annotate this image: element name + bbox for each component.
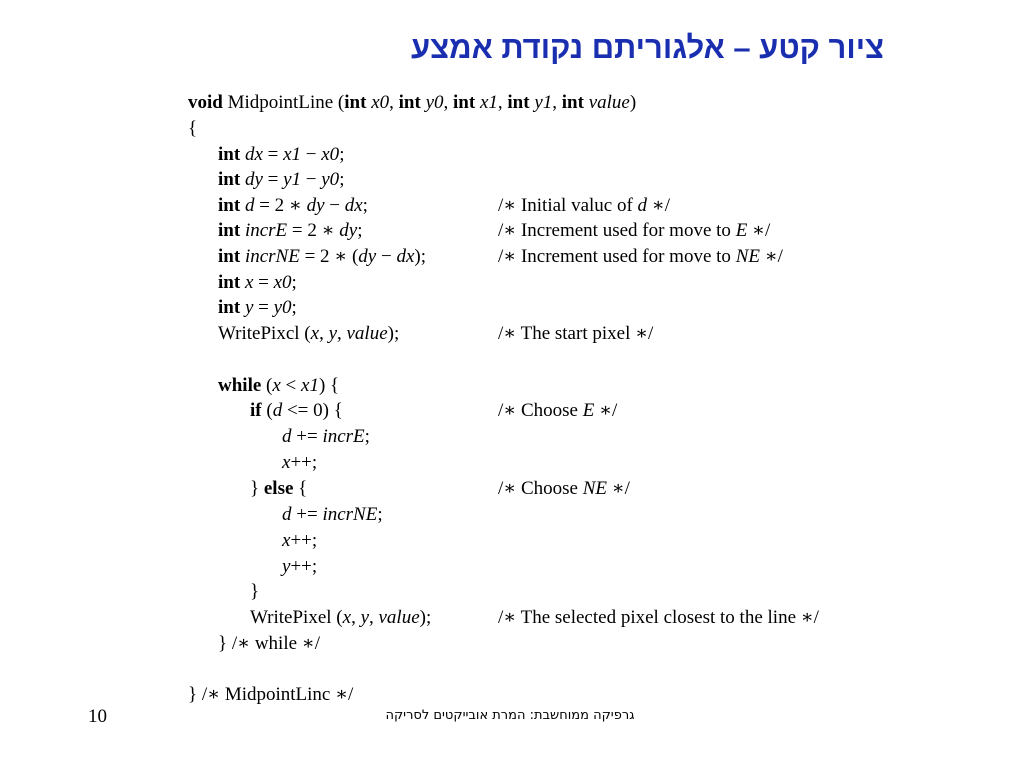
code-variable: y — [360, 607, 369, 628]
code-text: ++; — [290, 530, 318, 551]
code-text: WritePixel ( — [250, 607, 343, 628]
code-text: = — [262, 169, 284, 190]
code-line-writepixel-selected — [250, 607, 950, 629]
code-text: ); — [414, 246, 426, 267]
code-variable: y0 — [273, 297, 292, 318]
code-variable: value — [346, 323, 388, 344]
code-text: , — [337, 323, 347, 344]
code-line-incrE — [218, 220, 918, 242]
code-variable: x0 — [366, 92, 390, 113]
code-comment — [498, 246, 783, 268]
comment-text: /∗ The start pixel ∗/ — [498, 323, 654, 344]
code-text: , — [389, 92, 399, 113]
code-keyword: int — [398, 92, 421, 113]
code-text: ( — [261, 375, 273, 396]
code-variable: dy — [339, 220, 358, 241]
code-keyword: int — [561, 92, 584, 113]
code-line-d-incrNE — [282, 504, 383, 526]
code-line-close-function — [188, 684, 353, 706]
comment-text: ∗/ — [747, 220, 771, 241]
comment-text: ∗/ — [606, 478, 630, 499]
code-text: MidpointLine ( — [222, 92, 345, 113]
code-line-else — [250, 478, 950, 500]
slide-number: 10 — [88, 706, 107, 727]
code-text: = 2 ∗ — [254, 195, 307, 216]
code-text: ; — [291, 297, 297, 318]
code-text: } — [188, 684, 198, 705]
code-variable: x — [282, 452, 291, 473]
code-keyword: int — [218, 272, 241, 293]
code-variable: dx — [396, 246, 415, 267]
code-text: ; — [291, 272, 297, 293]
code-keyword: int — [218, 195, 241, 216]
code-keyword: else — [263, 478, 294, 499]
comment-variable: NE — [582, 478, 607, 499]
code-comment — [498, 400, 617, 422]
comment-variable: d — [637, 195, 648, 216]
code-variable: y — [240, 297, 254, 318]
code-text: = — [253, 297, 274, 318]
code-text: − — [301, 169, 322, 190]
code-variable: y1 — [283, 169, 302, 190]
code-text: = 2 ∗ — [287, 220, 340, 241]
code-comment: /∗ while ∗/ — [227, 633, 320, 654]
code-text: ); — [387, 323, 400, 344]
code-comment — [498, 323, 653, 345]
code-text: ++; — [290, 452, 318, 473]
code-line-while — [218, 375, 339, 397]
code-variable: dy — [358, 246, 377, 267]
code-variable: incrNE — [240, 246, 300, 267]
code-line-writepixel-start — [218, 323, 918, 345]
code-text: ++; — [290, 556, 318, 577]
code-variable: value — [378, 607, 420, 628]
code-text: ; — [377, 504, 383, 525]
code-line-close-while — [218, 633, 320, 655]
code-text: , — [443, 92, 453, 113]
code-keyword: int — [344, 92, 367, 113]
code-line-d-incrE — [282, 426, 370, 448]
code-variable: dx — [240, 144, 263, 165]
code-text: += — [291, 426, 323, 447]
code-keyword: int — [218, 297, 241, 318]
code-variable: x — [272, 375, 281, 396]
code-text: = 2 ∗ ( — [299, 246, 359, 267]
code-keyword: void — [188, 92, 223, 113]
code-comment: /∗ MidpointLinc ∗/ — [197, 684, 354, 705]
code-line-signature — [188, 92, 636, 114]
code-text: = — [253, 272, 274, 293]
code-text: { — [293, 478, 308, 499]
code-variable: dx — [344, 195, 363, 216]
comment-text: /∗ Choose — [498, 400, 583, 421]
code-comment — [498, 195, 670, 217]
comment-variable: E — [582, 400, 595, 421]
code-text: WritePixcl ( — [218, 323, 311, 344]
code-line-close-if — [250, 581, 259, 603]
code-text: , — [351, 607, 361, 628]
code-text: } — [218, 633, 228, 654]
code-variable: d — [282, 504, 292, 525]
code-text: { — [188, 118, 198, 139]
code-text: − — [324, 195, 345, 216]
code-text: ; — [339, 144, 345, 165]
code-text: ( — [261, 400, 273, 421]
comment-variable: NE — [735, 246, 760, 267]
code-variable: y — [282, 556, 291, 577]
slide-title: ציור קטע – אלגוריתם נקודת אמצע — [411, 30, 884, 65]
code-keyword: int — [453, 92, 476, 113]
comment-text: /∗ Increment used for move to — [498, 220, 736, 241]
comment-text: /∗ Increment used for move to — [498, 246, 736, 267]
code-text: ; — [362, 195, 368, 216]
code-text: − — [301, 144, 322, 165]
code-line-if — [250, 400, 950, 422]
comment-text: ∗/ — [647, 195, 670, 216]
code-text: ; — [339, 169, 345, 190]
code-variable: x1 — [283, 144, 302, 165]
slide-footer: גרפיקה ממוחשבת: המרת אובייקטים לסריקה — [385, 708, 635, 723]
code-text: , — [497, 92, 508, 113]
code-text: ; — [357, 220, 363, 241]
code-text: } — [250, 581, 260, 602]
code-text: , — [552, 92, 562, 113]
code-variable: x — [282, 530, 291, 551]
code-variable: x0 — [321, 144, 340, 165]
code-text: < — [280, 375, 302, 396]
code-line-y-inc — [282, 556, 317, 578]
code-line-x-inc — [282, 452, 317, 474]
code-text: = — [262, 144, 284, 165]
comment-text: /∗ The selected pixel closest to the line ∗/ — [498, 607, 819, 628]
code-text: <= 0) { — [282, 400, 343, 421]
code-keyword: int — [218, 246, 241, 267]
code-line-x-inc-2 — [282, 530, 317, 552]
code-variable: x — [310, 323, 320, 344]
code-keyword: int — [218, 169, 241, 190]
code-keyword: if — [250, 400, 262, 421]
code-variable: incrE — [322, 426, 365, 447]
code-variable: y0 — [420, 92, 444, 113]
code-variable: y0 — [321, 169, 340, 190]
code-text: ; — [364, 426, 370, 447]
code-variable: incrNE — [322, 504, 378, 525]
code-text: , — [369, 607, 379, 628]
code-comment — [498, 220, 770, 242]
code-variable: y1 — [529, 92, 553, 113]
code-comment — [498, 607, 819, 629]
code-variable: x1 — [301, 375, 319, 396]
code-line-dy — [218, 169, 344, 191]
comment-text: ∗/ — [759, 246, 783, 267]
code-line-x — [218, 272, 297, 294]
code-text: ); — [419, 607, 432, 628]
code-text: − — [376, 246, 397, 267]
code-text: ) { — [318, 375, 340, 396]
code-variable: x1 — [475, 92, 498, 113]
code-line-incrNE — [218, 246, 918, 268]
comment-text: /∗ Initial valuc of — [498, 195, 638, 216]
code-line-d — [218, 195, 918, 217]
code-variable: dy — [240, 169, 263, 190]
code-line-open-brace — [188, 118, 197, 140]
code-variable: dy — [306, 195, 325, 216]
code-variable: x — [342, 607, 352, 628]
code-keyword: int — [507, 92, 530, 113]
code-text: } — [250, 478, 264, 499]
code-keyword: int — [218, 144, 241, 165]
code-line-dx — [218, 144, 344, 166]
code-variable: d — [282, 426, 292, 447]
code-keyword: int — [218, 220, 241, 241]
code-variable: value — [583, 92, 630, 113]
code-comment — [498, 478, 630, 500]
code-line-y — [218, 297, 297, 319]
code-text: ) — [629, 92, 637, 113]
comment-variable: E — [735, 220, 748, 241]
code-text: , — [319, 323, 329, 344]
code-keyword: while — [218, 375, 262, 396]
comment-text: ∗/ — [594, 400, 618, 421]
code-variable: x0 — [273, 272, 292, 293]
code-text: += — [291, 504, 323, 525]
code-variable: d — [272, 400, 283, 421]
comment-text: /∗ Choose — [498, 478, 583, 499]
code-variable: d — [240, 195, 255, 216]
code-variable: incrE — [240, 220, 288, 241]
code-variable: x — [240, 272, 254, 293]
code-variable: y — [328, 323, 337, 344]
